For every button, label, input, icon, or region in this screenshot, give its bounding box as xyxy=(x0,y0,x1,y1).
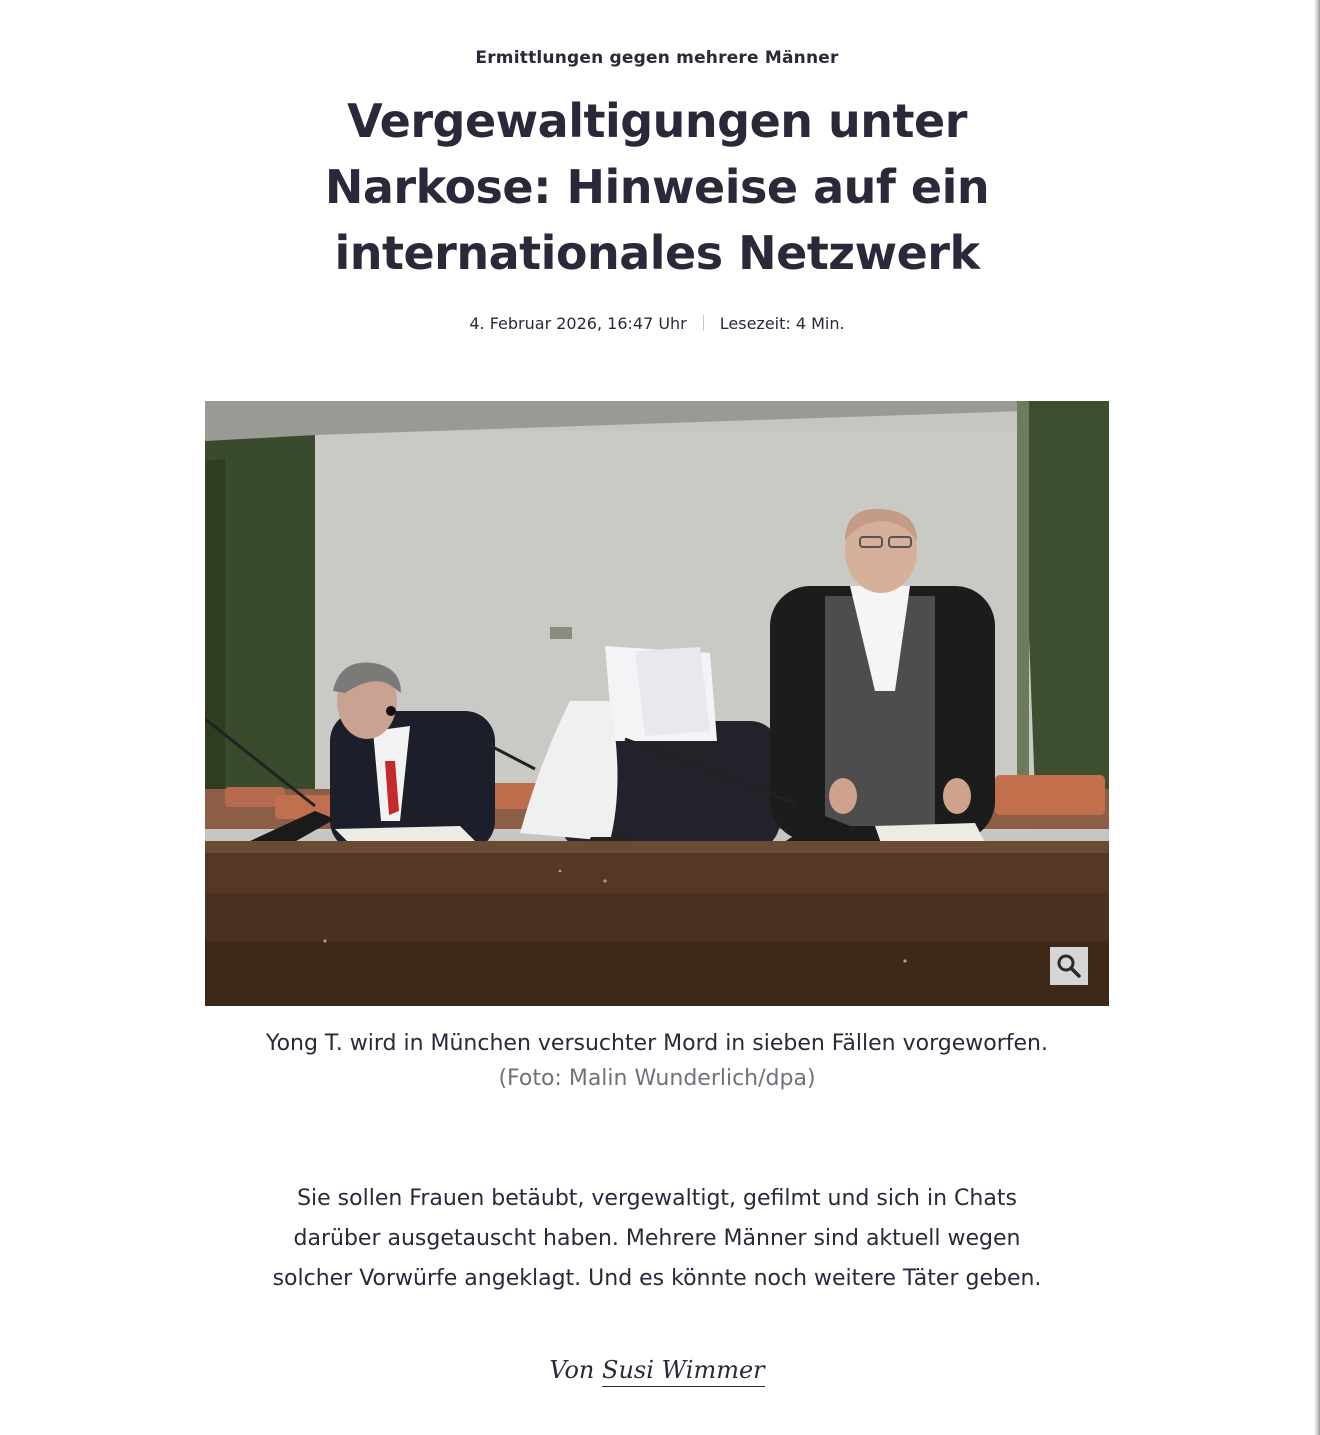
byline-prefix: Von xyxy=(549,1356,595,1384)
caption-text: Yong T. wird in München versuchter Mord in sieben Fällen vorgeworfen. xyxy=(266,1031,1048,1056)
image-zoom-button[interactable] xyxy=(1050,947,1088,985)
photo-credit: (Foto: Malin Wunderlich/dpa) xyxy=(498,1066,816,1091)
reading-time: Lesezeit: 4 Min. xyxy=(719,314,845,333)
article-image[interactable] xyxy=(205,401,1109,1006)
author-link[interactable]: Susi Wimmer xyxy=(602,1356,765,1387)
article-teaser: Sie sollen Frauen betäubt, vergewaltigt, gefilmt und sich in Chats darüber ausgetauscht haben. Mehrere Männer sind aktuell wegen solcher Vorwürfe angeklagt. Und es könnte noch weitere Täter geben. xyxy=(272,1186,1042,1291)
courtroom-photo xyxy=(205,401,1109,1006)
article-headline: Vergewaltigungen unter Narkose: Hinweise auf ein internationales Netzwerk xyxy=(324,94,990,280)
publish-date: 4. Februar 2026, 16:47 Uhr xyxy=(469,314,687,333)
scrollbar-edge[interactable] xyxy=(1314,0,1320,1435)
image-caption xyxy=(205,1026,1109,1096)
article-meta xyxy=(0,314,1314,333)
article-kicker: Ermittlungen gegen mehrere Männer xyxy=(475,48,839,68)
byline xyxy=(0,1356,1314,1384)
magnifier-icon xyxy=(1050,947,1088,985)
meta-separator xyxy=(703,315,704,331)
